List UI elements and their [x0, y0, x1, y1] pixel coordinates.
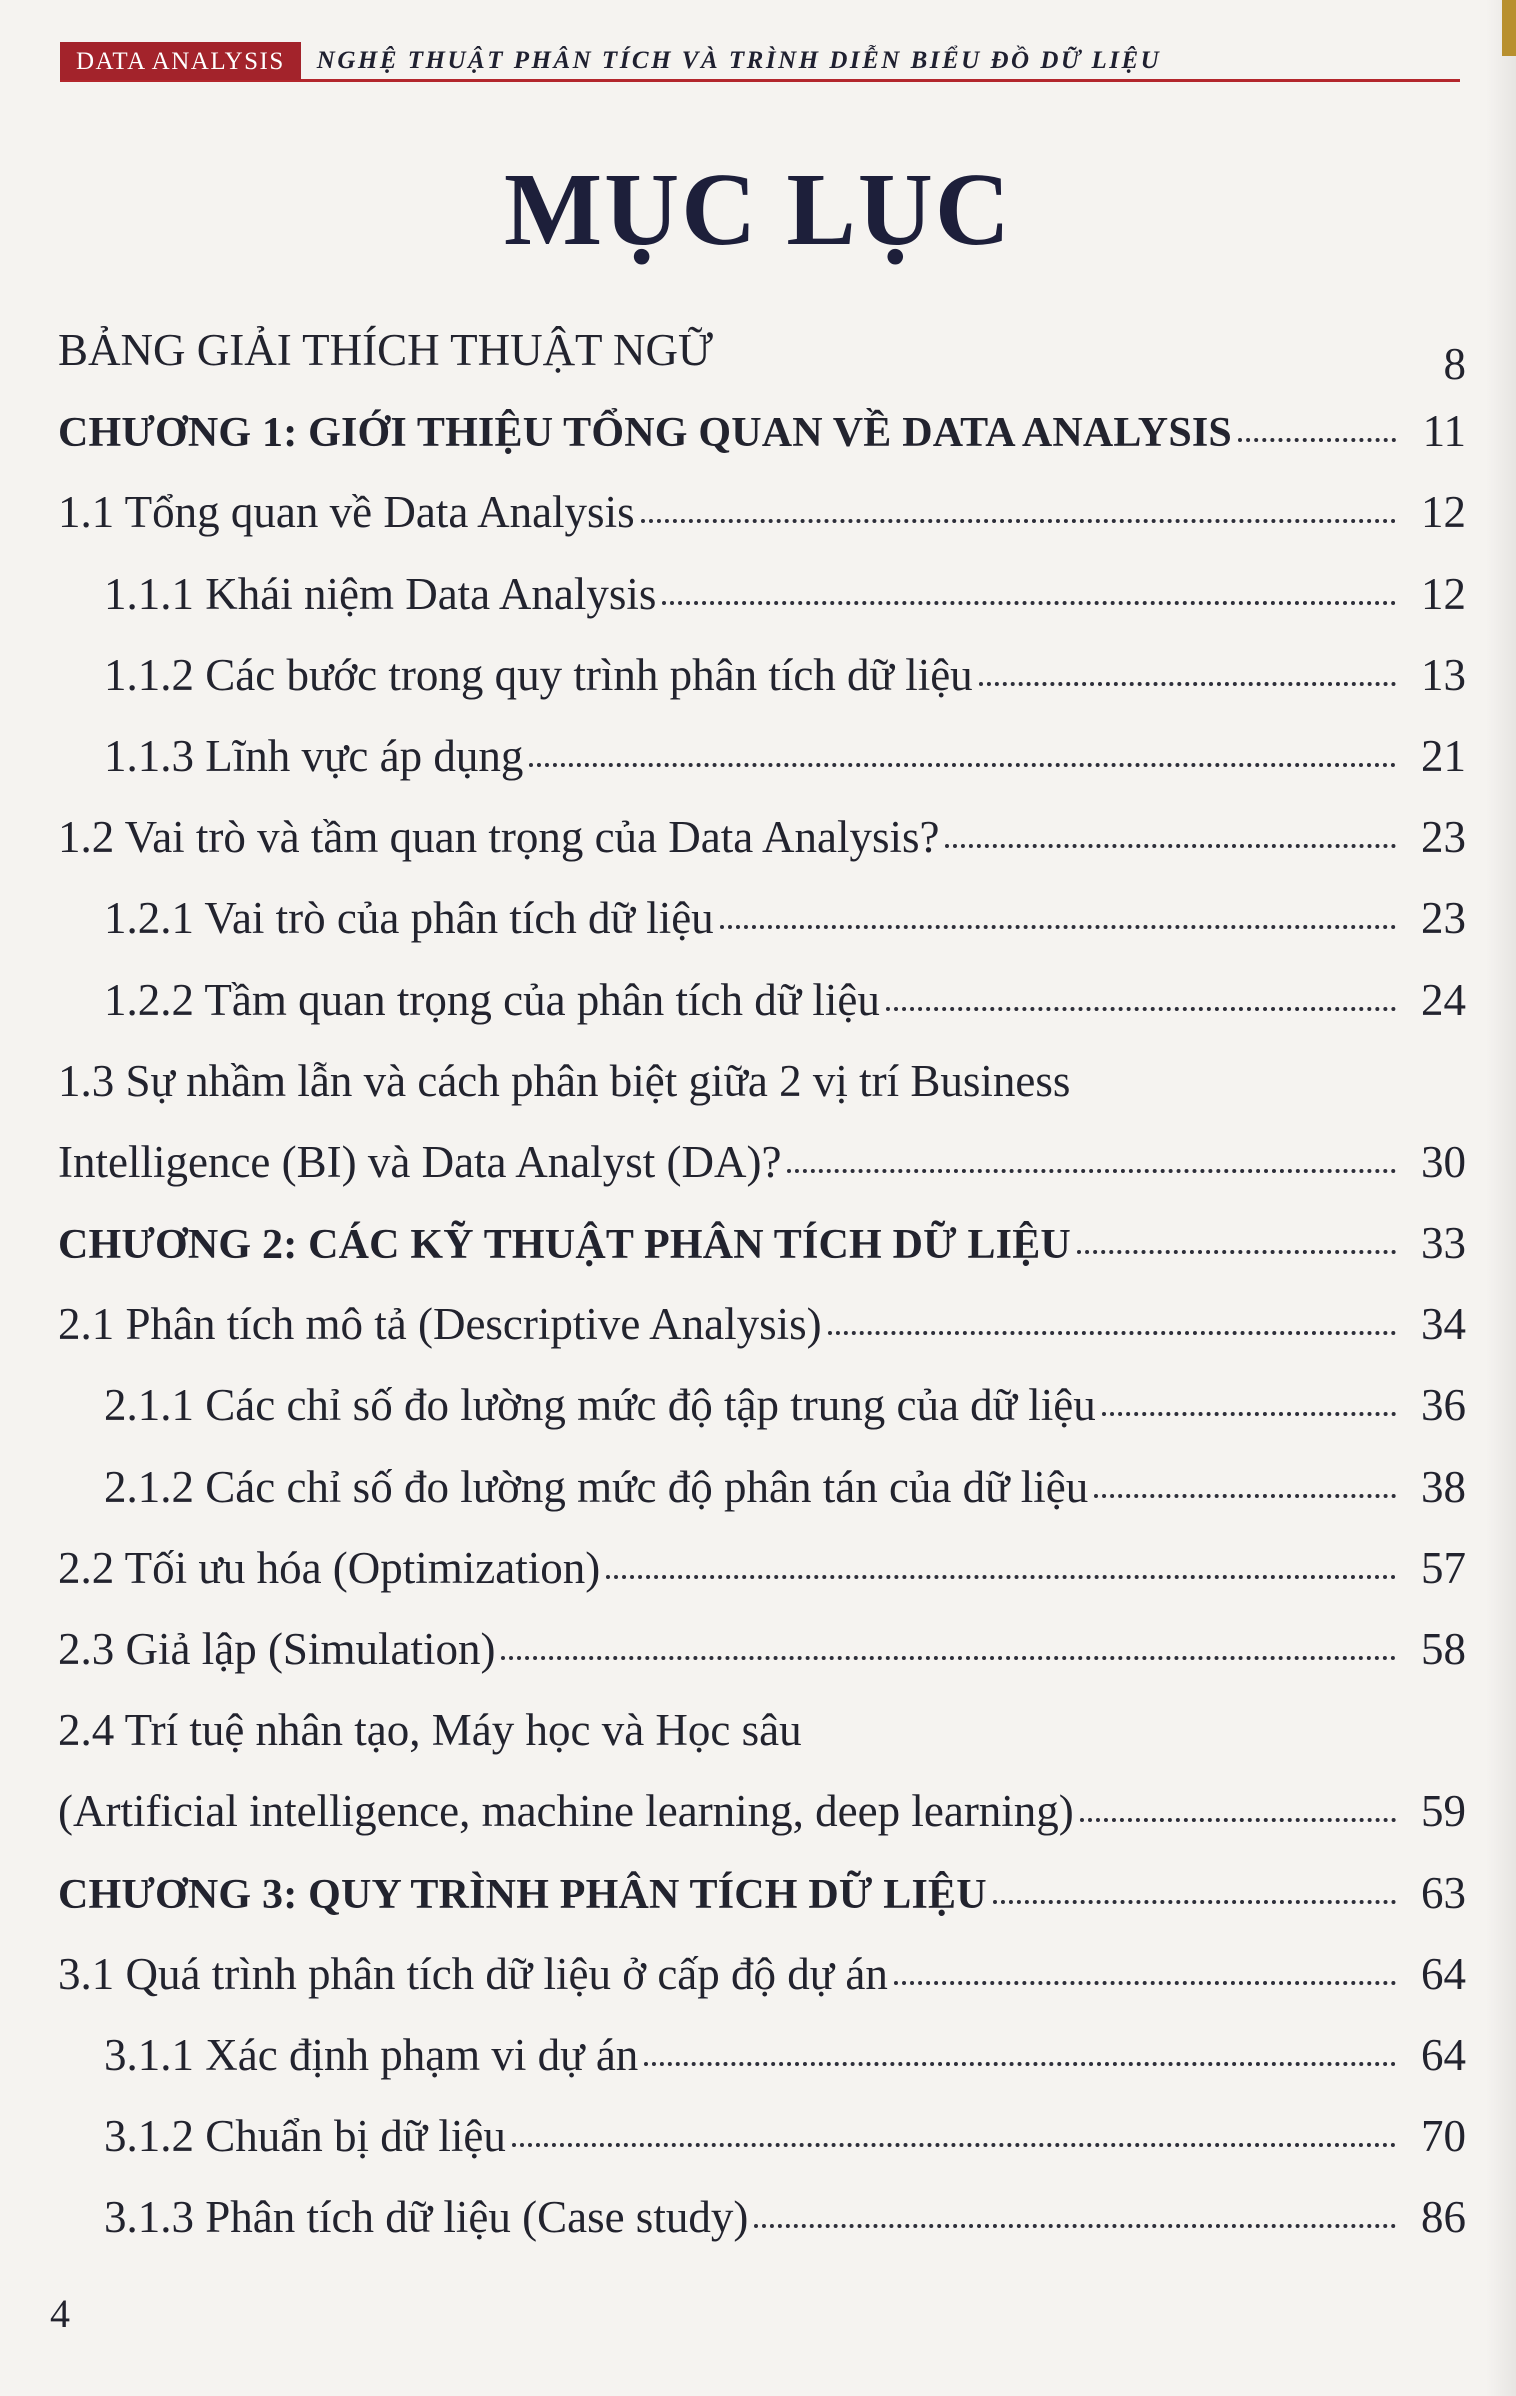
toc-entry[interactable] — [0, 730, 1516, 811]
toc-entry-page-number: 12 — [1421, 487, 1466, 538]
toc-chapter-entry[interactable] — [0, 1867, 1516, 1948]
toc-entry-title: 1.2.2 Tầm quan trọng của phân tích dữ liệu — [104, 974, 880, 1025]
toc-entry-page-number: 21 — [1421, 730, 1466, 781]
dot-leader — [886, 1007, 1396, 1011]
dot-leader — [641, 519, 1396, 523]
toc-chapter-entry[interactable] — [0, 405, 1516, 486]
toc-entry[interactable] — [0, 1785, 1516, 1866]
toc-entry[interactable] — [0, 1704, 1516, 1785]
toc-entry[interactable] — [0, 1461, 1516, 1542]
toc-entry-page-number: 12 — [1421, 568, 1466, 619]
dot-leader — [894, 1981, 1396, 1985]
dot-leader — [662, 601, 1396, 605]
toc-entry-page-number: 64 — [1421, 1948, 1466, 1999]
dot-leader — [1094, 1494, 1396, 1498]
page-title: MỤC LỤC — [504, 152, 1012, 267]
dot-leader — [787, 1169, 1396, 1173]
dot-leader — [1080, 1818, 1396, 1822]
toc-entry-page-number: 33 — [1421, 1218, 1466, 1269]
toc-entry[interactable] — [0, 486, 1516, 567]
corner-bookmark-tab — [1502, 0, 1516, 56]
toc-entry[interactable] — [0, 2029, 1516, 2110]
toc-entry-title: CHƯƠNG 3: QUY TRÌNH PHÂN TÍCH DỮ LIỆU — [58, 1871, 987, 1918]
toc-entry[interactable] — [0, 324, 1516, 405]
toc-entry-page-number: 58 — [1421, 1624, 1466, 1674]
toc-entry-title: 2.1 Phân tích mô tả (Descriptive Analysis) — [58, 1299, 822, 1350]
toc-entry-title: 1.1.1 Khái niệm Data Analysis — [104, 568, 657, 619]
toc-entry[interactable] — [0, 811, 1516, 892]
toc-entry-page-number: 8 — [1443, 339, 1466, 389]
toc-entry-page-number: 24 — [1421, 974, 1466, 1025]
toc-entry-page-number: 86 — [1421, 2192, 1466, 2243]
dot-leader — [1077, 1250, 1396, 1254]
toc-entry[interactable] — [0, 568, 1516, 649]
toc-entry-title: 3.1.3 Phân tích dữ liệu (Case study) — [104, 2192, 749, 2243]
table-of-contents — [0, 324, 1516, 2273]
toc-entry[interactable] — [0, 974, 1516, 1055]
toc-entry-title: CHƯƠNG 1: GIỚI THIỆU TỔNG QUAN VỀ DATA ANALYSIS — [58, 410, 1232, 457]
dot-leader — [945, 844, 1396, 848]
toc-entry[interactable] — [0, 1948, 1516, 2029]
toc-entry-title: 1.2.1 Vai trò của phân tích dữ liệu — [104, 893, 714, 944]
toc-entry-page-number: 36 — [1421, 1380, 1466, 1431]
toc-entry-page-number: 57 — [1421, 1542, 1466, 1593]
toc-entry[interactable] — [0, 2191, 1516, 2272]
dot-leader — [720, 925, 1396, 929]
toc-entry-page-number: 13 — [1421, 649, 1466, 700]
toc-chapter-entry[interactable] — [0, 1217, 1516, 1298]
toc-entry[interactable] — [0, 649, 1516, 730]
toc-entry-page-number: 23 — [1421, 893, 1466, 944]
toc-entry-title: 2.4 Trí tuệ nhân tạo, Máy học và Học sâu — [58, 1705, 802, 1756]
toc-entry-page-number: 59 — [1421, 1786, 1466, 1837]
dot-leader — [606, 1575, 1396, 1579]
dot-leader — [754, 2224, 1396, 2228]
toc-entry-page-number: 63 — [1421, 1867, 1466, 1918]
toc-entry-title: 2.1.2 Các chỉ số đo lường mức độ phân tán của dữ liệu — [104, 1461, 1089, 1512]
toc-entry-title: 3.1 Quá trình phân tích dữ liệu ở cấp độ dự án — [58, 1948, 888, 1999]
toc-entry-title: 3.1.2 Chuẩn bị dữ liệu — [104, 2111, 506, 2162]
toc-entry-title: 1.3 Sự nhầm lẫn và cách phân biệt giữa 2 vị trí Business — [58, 1055, 1071, 1106]
toc-entry[interactable] — [0, 1136, 1516, 1217]
page-number: 4 — [50, 2291, 70, 2336]
toc-entry-page-number: 30 — [1421, 1136, 1466, 1187]
toc-entry-page-number: 34 — [1421, 1299, 1466, 1350]
toc-entry[interactable] — [0, 1379, 1516, 1460]
toc-entry[interactable] — [0, 1055, 1516, 1136]
toc-entry[interactable] — [0, 1542, 1516, 1623]
toc-entry-page-number: 64 — [1421, 2029, 1466, 2080]
dot-leader — [512, 2143, 1396, 2147]
toc-entry-title: 2.2 Tối ưu hóa (Optimization) — [58, 1542, 601, 1593]
toc-entry[interactable] — [0, 1298, 1516, 1379]
dot-leader — [1102, 1412, 1396, 1416]
toc-entry-title: (Artificial intelligence, machine learning, deep learning) — [58, 1786, 1074, 1837]
running-header-tag: DATA ANALYSIS — [60, 42, 301, 80]
toc-entry-title: 1.1 Tổng quan về Data Analysis — [58, 487, 635, 538]
toc-entry-title: 1.1.3 Lĩnh vực áp dụng — [104, 730, 524, 781]
toc-entry-title: 2.1.1 Các chỉ số đo lường mức độ tập trung của dữ liệu — [104, 1380, 1096, 1431]
toc-entry-page-number: 11 — [1422, 406, 1466, 457]
toc-entry-page-number: 38 — [1421, 1461, 1466, 1512]
dot-leader — [529, 763, 1396, 767]
toc-entry-title: Intelligence (BI) và Data Analyst (DA)? — [58, 1136, 782, 1187]
dot-leader — [979, 682, 1396, 686]
toc-entry-page-number: 23 — [1421, 812, 1466, 863]
dot-leader — [828, 1331, 1396, 1335]
toc-entry[interactable] — [0, 892, 1516, 973]
running-header — [60, 42, 1460, 82]
running-header-title: NGHỆ THUẬT PHÂN TÍCH VÀ TRÌNH DIỄN BIỂU ĐỒ DỮ LIỆU — [316, 46, 1162, 74]
dot-leader — [1238, 438, 1396, 442]
toc-entry-title: BẢNG GIẢI THÍCH THUẬT NGỮ — [58, 325, 713, 375]
toc-entry-title: 2.3 Giả lập (Simulation) — [58, 1624, 496, 1674]
toc-entry-title: CHƯƠNG 2: CÁC KỸ THUẬT PHÂN TÍCH DỮ LIỆU — [58, 1222, 1071, 1269]
toc-entry-title: 3.1.1 Xác định phạm vi dự án — [104, 2029, 639, 2080]
dot-leader — [501, 1656, 1396, 1660]
dot-leader — [993, 1900, 1396, 1904]
toc-entry-page-number: 70 — [1421, 2111, 1466, 2162]
toc-entry-title: 1.1.2 Các bước trong quy trình phân tích dữ liệu — [104, 649, 973, 700]
toc-entry-title: 1.2 Vai trò và tầm quan trọng của Data Analysis? — [58, 812, 940, 863]
toc-entry[interactable] — [0, 2110, 1516, 2191]
toc-entry[interactable] — [0, 1623, 1516, 1704]
dot-leader — [644, 2062, 1396, 2066]
